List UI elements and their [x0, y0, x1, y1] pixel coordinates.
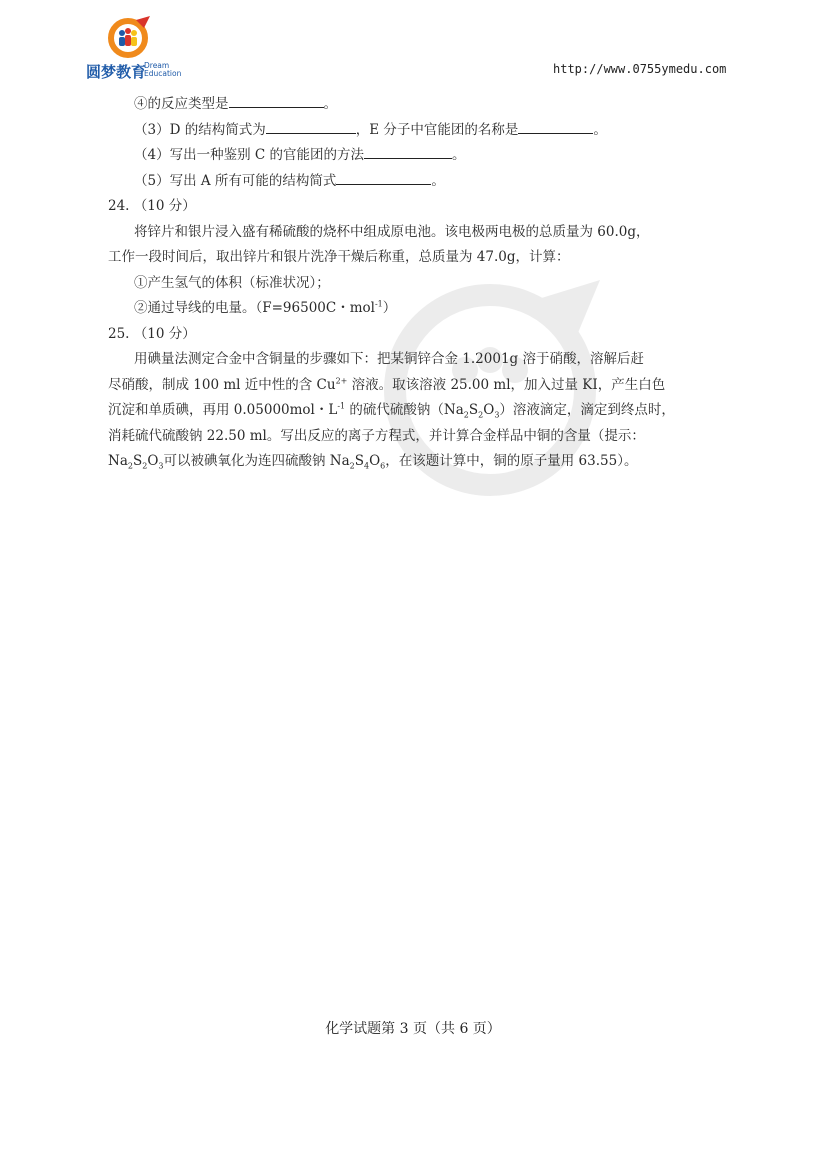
superscript: -1	[337, 401, 346, 411]
subscript: 6	[380, 461, 386, 471]
logo-english-line1: Dream	[144, 61, 170, 70]
subscript: 3	[158, 461, 164, 471]
q25-line2	[108, 373, 738, 399]
q25-heading: 25. （10 分）	[108, 325, 196, 342]
subscript: 4	[363, 461, 370, 471]
q25-line5	[108, 449, 738, 475]
q23-part5	[108, 169, 738, 195]
answer-blank[interactable]	[364, 143, 452, 159]
q25-line2-text-a: 尽硝酸，制成 100 ml 近中性的含 Cu	[108, 376, 336, 393]
text: 可以被碘氧化为连四硫酸钠 Na	[163, 453, 350, 469]
text: S	[468, 402, 479, 418]
q23-part3-text-b: ，E 分子中官能团的名称是	[355, 121, 519, 138]
q24-item2	[108, 296, 738, 322]
q25-line2-text-b: 溶液。取该溶液 25.00 ml，加入过量 KI，产生白色	[347, 376, 666, 393]
subscript: 2	[463, 410, 469, 420]
text: O	[483, 402, 495, 418]
subscript: 2	[127, 461, 133, 471]
answer-blank[interactable]	[336, 169, 431, 185]
subscript: 2	[142, 461, 148, 471]
q24-heading: 24. （10 分）	[108, 198, 196, 214]
q23-item4	[108, 92, 738, 118]
q23-part5-text: （5）写出 A 所有可能的结构简式	[134, 172, 337, 189]
superscript: -1	[374, 299, 383, 309]
q24-item2-text-b: ）	[382, 300, 397, 316]
q24-item1: ①产生氢气的体积（标准状况）；	[134, 274, 330, 291]
q23-item4-text: ④的反应类型是	[134, 96, 229, 112]
subscript: 2	[478, 410, 484, 420]
logo-chinese-text: 圆梦教育	[86, 63, 147, 81]
text: O	[369, 453, 381, 469]
subscript: 3	[494, 410, 500, 420]
question-content	[108, 92, 738, 475]
q24-paragraph-line1: 将锌片和银片浸入盛有稀硫酸的烧杯中组成原电池。该电极两电极的总质量为 60.0g，	[134, 223, 650, 240]
superscript: 2+	[335, 376, 348, 385]
website-url[interactable]: http://www.0755ymedu.com	[553, 62, 727, 76]
logo-mark-icon	[106, 14, 154, 62]
text: S	[354, 453, 364, 469]
text: ）溶液滴定，滴定到终点时，	[499, 402, 675, 418]
period: 。	[323, 96, 337, 112]
answer-blank[interactable]	[229, 92, 324, 108]
logo-english-line2: Education	[144, 69, 182, 78]
q23-part3	[108, 118, 738, 144]
text: 沉淀和单质碘，再用 0.05000mol・L	[108, 402, 338, 418]
answer-blank[interactable]	[266, 118, 356, 134]
q24-item2-text-a: ②通过导线的电量。（F=96500C・mol	[134, 300, 375, 316]
subscript: 2	[349, 461, 355, 471]
page-footer: 化学试题第 3 页（共 6 页）	[325, 1021, 501, 1037]
logo	[86, 14, 196, 80]
text: ，在该题计算中，铜的原子量用 63.55）。	[385, 453, 638, 469]
q25-line4: 消耗硫代硫酸钠 22.50 ml。写出反应的离子方程式，并计算合金样品中铜的含量（提示：	[108, 427, 645, 444]
text: S	[132, 453, 143, 469]
q23-part4-text: （4）写出一种鉴别 C 的官能团的方法	[134, 147, 365, 163]
period: 。	[593, 121, 607, 138]
period: 。	[431, 172, 445, 189]
period: 。	[452, 147, 466, 163]
q25-line1: 用碘量法测定合金中含铜量的步骤如下：把某铜锌合金 1.2001g 溶于硝酸，溶解后赶	[134, 351, 644, 367]
q24-paragraph-line2: 工作一段时间后，取出锌片和银片洗净干燥后称重，总质量为 47.0g，计算：	[108, 249, 570, 265]
q25-line3	[108, 398, 738, 424]
q23-part3-text-a: （3）D 的结构简式为	[134, 121, 266, 138]
text: 的硫代硫酸钠（Na	[345, 402, 464, 418]
text: O	[147, 453, 159, 469]
logo-english-text	[144, 62, 194, 78]
q23-part4	[108, 143, 738, 169]
text: Na	[108, 453, 128, 469]
answer-blank[interactable]	[518, 118, 593, 134]
